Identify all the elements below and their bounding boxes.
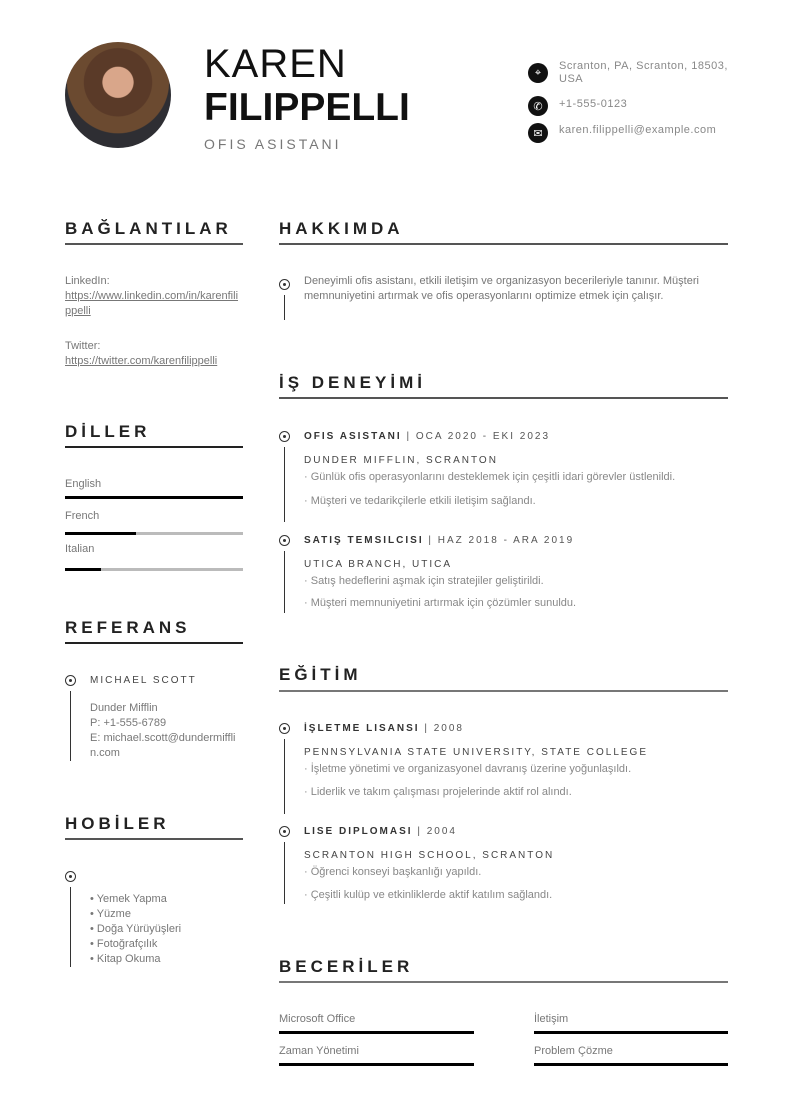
language-french: French	[65, 510, 100, 522]
phone: +1-555-0123	[559, 98, 628, 110]
hobby-item: • Yemek Yapma	[90, 893, 167, 905]
skill-level-bar	[279, 1063, 474, 1066]
hobbies-heading: HOBİLER	[65, 814, 170, 833]
divider	[279, 981, 728, 983]
skill-name: Microsoft Office	[279, 1013, 356, 1025]
divider	[279, 690, 728, 692]
education-bullet: Öğrenci konseyi başkanlığı yapıldı.	[310, 866, 482, 878]
job-title: OFIS ASISTANI	[204, 136, 342, 152]
timeline-dot-icon	[65, 675, 76, 686]
language-english: English	[65, 478, 102, 490]
job-bullet: Satış hedeflerini aşmak için stratejiler geliştirildi.	[310, 575, 544, 587]
divider	[65, 446, 243, 448]
reference-name: MICHAEL SCOTT	[90, 675, 197, 686]
timeline-line	[70, 691, 71, 761]
skill-name: Zaman Yönetimi	[279, 1045, 359, 1057]
hobby-item: • Yüzme	[90, 908, 131, 920]
hobby-item: • Kitap Okuma	[90, 953, 161, 965]
language-italian: Italian	[65, 543, 95, 555]
reference-company: Dunder Mifflin	[90, 702, 158, 714]
divider	[65, 642, 243, 644]
timeline-line	[284, 739, 285, 814]
linkedin-label: LinkedIn:	[65, 275, 110, 287]
first-name: KAREN	[204, 42, 347, 86]
reference-email: E: michael.scott@dundermifflin.com	[90, 732, 236, 759]
degree-2: LISE DIPLOMASI | 2004	[304, 826, 457, 837]
timeline-dot-icon	[279, 723, 290, 734]
links-heading: BAĞLANTILAR	[65, 219, 232, 238]
timeline-dot-icon	[65, 871, 76, 882]
timeline-line	[70, 887, 71, 967]
hobby-item: • Doğa Yürüyüşleri	[90, 923, 182, 935]
company-1: DUNDER MIFFLIN, SCRANTON	[304, 455, 498, 466]
skill-level-bar	[534, 1063, 728, 1066]
language-level-bar	[65, 568, 243, 571]
envelope-icon: ✉	[528, 123, 548, 143]
skills-heading: BECERİLER	[279, 957, 414, 976]
skill-level-bar	[279, 1031, 474, 1034]
reference-phone: P: +1-555-6789	[90, 717, 167, 729]
job-bullet: Günlük ofis operasyonlarını desteklemek için çeşitli idari görevler üstlenildi.	[310, 471, 676, 483]
hobby-item: • Fotoğrafçılık	[90, 938, 158, 950]
education-bullet: İşletme yönetimi ve organizasyonel davranış üzerine yoğunlaşıldı.	[310, 763, 632, 775]
job-title-2: SATIŞ TEMSILCISI | HAZ 2018 - ARA 2019	[304, 535, 575, 546]
languages-heading: DİLLER	[65, 422, 151, 441]
divider	[65, 838, 243, 840]
timeline-dot-icon	[279, 535, 290, 546]
timeline-dot-icon	[279, 826, 290, 837]
language-level-bar	[65, 496, 243, 499]
degree-1: İŞLETME LISANSI | 2008	[304, 723, 464, 734]
timeline-line	[284, 295, 285, 320]
address: Scranton, PA, Scranton, 18503, USA	[559, 60, 728, 85]
experience-heading: İŞ DENEYİMİ	[279, 373, 426, 392]
job-bullet: Müşteri memnuniyetini artırmak için çözümler sunuldu.	[310, 597, 577, 609]
timeline-line	[284, 551, 285, 613]
about-heading: HAKKIMDA	[279, 219, 404, 238]
timeline-line	[284, 447, 285, 522]
timeline-dot-icon	[279, 279, 290, 290]
job-bullet: Müşteri ve tedarikçilerle etkili iletişim sağlandı.	[310, 495, 536, 507]
company-2: UTICA BRANCH, UTICA	[304, 559, 453, 570]
education-bullet: Çeşitli kulüp ve etkinliklerde aktif katılım sağlandı.	[310, 889, 553, 901]
school-2: SCRANTON HIGH SCHOOL, SCRANTON	[304, 850, 555, 861]
profile-photo	[65, 42, 171, 148]
language-level-bar	[65, 532, 243, 535]
school-1: PENNSYLVANIA STATE UNIVERSITY, STATE COLLEGE	[304, 747, 648, 758]
skill-name: İletişim	[534, 1013, 569, 1025]
phone-icon: ✆	[528, 96, 548, 116]
twitter-link[interactable]: https://twitter.com/karenfilippelli	[65, 355, 218, 367]
timeline-dot-icon	[279, 431, 290, 442]
about-text: Deneyimli ofis asistanı, etkili iletişim ve organizasyon becerileriyle tanınır. Müşteri memnuniyetini artırmak ve ofis operasyonlarını optimize etmek için çalışır.	[304, 275, 699, 302]
education-bullet: Liderlik ve takım çalışması projelerinde aktif rol alındı.	[310, 786, 572, 798]
education-heading: EĞİTİM	[279, 665, 362, 684]
divider	[279, 397, 728, 399]
location-pin-icon: ⌖	[528, 63, 548, 83]
last-name: FILIPPELLI	[204, 86, 410, 129]
divider	[65, 243, 243, 245]
references-heading: REFERANS	[65, 618, 191, 637]
divider	[279, 243, 728, 245]
twitter-label: Twitter:	[65, 340, 101, 352]
job-title-1: OFIS ASISTANI | OCA 2020 - EKI 2023	[304, 431, 551, 442]
linkedin-link[interactable]: https://www.linkedin.com/in/karenfilippelli	[65, 290, 239, 317]
timeline-line	[284, 842, 285, 904]
skill-name: Problem Çözme	[534, 1045, 613, 1057]
skill-level-bar	[534, 1031, 728, 1034]
email[interactable]: karen.filippelli@example.com	[559, 124, 717, 136]
